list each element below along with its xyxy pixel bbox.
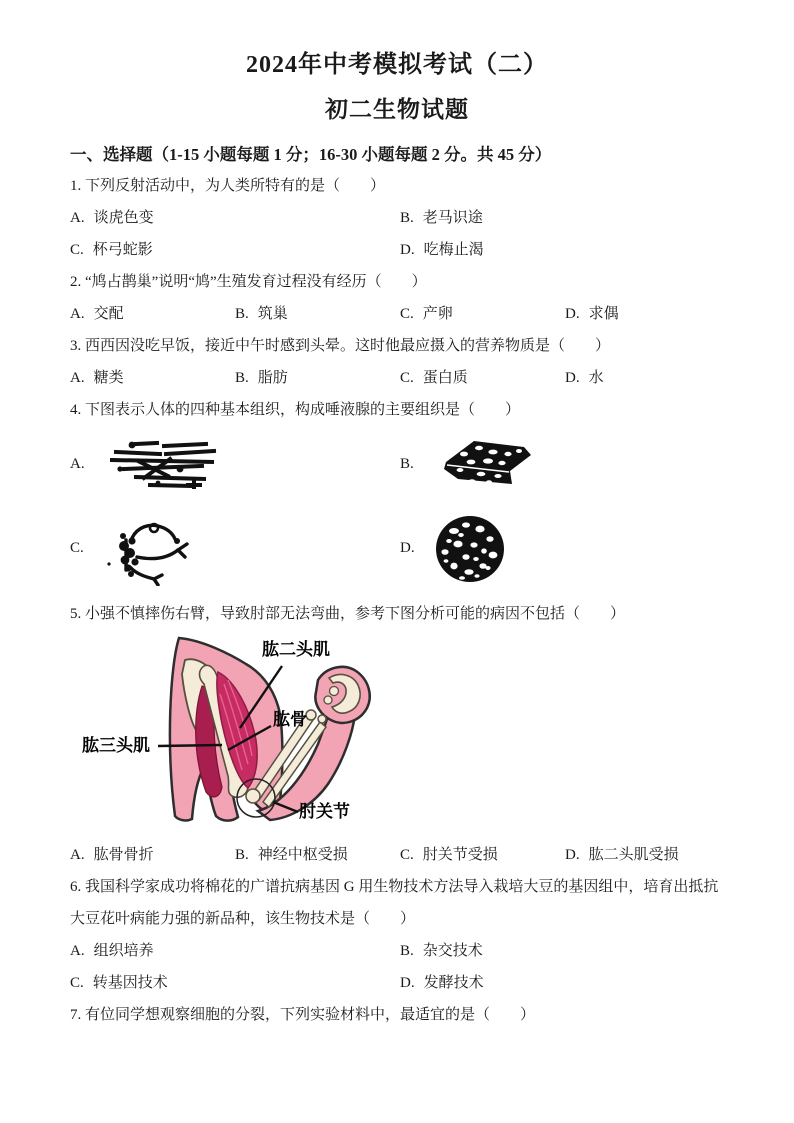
question-2-option-d: D. 求偶 <box>565 305 619 322</box>
question-4-number: 4. <box>70 401 82 418</box>
tissue-figure-a-label: A. <box>70 456 85 473</box>
exam-title: 2024年中考模拟考试（二） <box>246 52 548 78</box>
question-4-text: 4. 下图表示人体的四种基本组织，构成唾液腺的主要组织是（ ） <box>70 401 521 418</box>
question-3-option-a: A. 糖类 <box>70 369 124 386</box>
muscle-tissue-drawing-icon <box>102 439 227 491</box>
epithelial-tissue-drawing-icon <box>432 434 537 496</box>
question-2-text: 2. “鸠占鹊巢”说明“鸠”生殖发育过程没有经历（ ） <box>70 273 427 290</box>
question-1-options-row-1 <box>70 202 724 234</box>
tissue-figure-a <box>70 439 400 491</box>
arm-label-elbow-joint: 肘关节 <box>299 801 350 821</box>
question-1-text: 1. 下列反射活动中，为人类所特有的是（ ） <box>70 177 386 194</box>
nervous-tissue-drawing-icon <box>102 512 197 586</box>
question-5 <box>70 598 724 871</box>
question-3 <box>70 330 724 394</box>
question-5-number: 5. <box>70 605 82 622</box>
question-1-options-row-2 <box>70 234 724 266</box>
tissue-figure-b-label: B. <box>400 456 414 473</box>
question-1 <box>70 170 724 266</box>
question-3-number: 3. <box>70 337 82 354</box>
question-5-option-c: C. 肘关节受损 <box>400 846 498 863</box>
question-6-text: 6. 我国科学家成功将棉花的广谱抗病基因 G 用生物技术方法导入栽培大豆的基因组中，培育出抵抗大豆花叶病能力强的新品种，该生物技术是（ ） <box>70 878 719 927</box>
question-2-option-b: B. 筑巢 <box>235 305 288 322</box>
exam-subtitle: 初二生物试题 <box>325 97 469 122</box>
question-7 <box>70 999 724 1031</box>
arm-label-triceps: 肱三头肌 <box>82 735 150 755</box>
tissue-figure-d <box>400 514 724 584</box>
question-6-number: 6. <box>70 878 82 895</box>
question-6-option-b: B. 杂交技术 <box>400 942 483 959</box>
question-1-option-a: A. 谈虎色变 <box>70 209 154 226</box>
question-1-number: 1. <box>70 177 82 194</box>
question-6 <box>70 871 724 999</box>
question-2-option-a: A. 交配 <box>70 305 124 322</box>
question-2-number: 2. <box>70 273 82 290</box>
elbow-bone-knob <box>246 789 260 803</box>
arm-label-humerus: 肱骨 <box>273 709 307 729</box>
question-2-option-c: C. 产卵 <box>400 305 453 322</box>
question-1-option-d: D. 吃梅止渴 <box>400 241 484 258</box>
question-3-option-c: C. 蛋白质 <box>400 369 468 386</box>
question-5-option-b: B. 神经中枢受损 <box>235 846 348 863</box>
question-7-text: 7. 有位同学想观察细胞的分裂，下列实验材料中，最适宜的是（ ） <box>70 1006 536 1023</box>
question-4 <box>70 394 724 586</box>
question-1-option-c: C. 杯弓蛇影 <box>70 241 153 258</box>
tissue-figure-c <box>70 512 400 586</box>
tissue-figure-c-label: C. <box>70 540 84 557</box>
arm-label-biceps: 肱二头肌 <box>262 639 330 659</box>
question-6-option-a: A. 组织培养 <box>70 942 154 959</box>
connective-tissue-drawing-icon <box>432 514 508 584</box>
question-3-options <box>70 362 724 394</box>
question-5-text: 5. 小强不慎摔伤右臂，导致肘部无法弯曲，参考下图分析可能的病因不包括（ ） <box>70 605 626 622</box>
question-6-option-c: C. 转基因技术 <box>70 974 168 991</box>
tissue-figure-d-label: D. <box>400 540 415 557</box>
question-6-options-row-2 <box>70 967 724 999</box>
question-6-option-d: D. 发酵技术 <box>400 974 484 991</box>
arm-diagram <box>82 636 382 831</box>
question-5-option-a: A. 肱骨骨折 <box>70 846 154 863</box>
question-7-number: 7. <box>70 1006 82 1023</box>
question-5-options <box>70 839 724 871</box>
question-4-figure-grid <box>70 434 724 586</box>
question-5-option-d: D. 肱二头肌受损 <box>565 846 679 863</box>
question-1-option-b: B. 老马识途 <box>400 209 483 226</box>
section-heading: 一、选择题（1-15 小题每题 1 分；16-30 小题每题 2 分。共 45 分） <box>70 144 552 164</box>
question-6-options-row-1 <box>70 935 724 967</box>
question-3-option-b: B. 脂肪 <box>235 369 288 386</box>
question-3-option-d: D. 水 <box>565 369 604 386</box>
tissue-figure-b <box>400 434 724 496</box>
question-2-options <box>70 298 724 330</box>
question-2 <box>70 266 724 330</box>
question-3-text: 3. 西西因没吃早饭，接近中午时感到头晕。这时他最应摄入的营养物质是（ ） <box>70 337 611 354</box>
